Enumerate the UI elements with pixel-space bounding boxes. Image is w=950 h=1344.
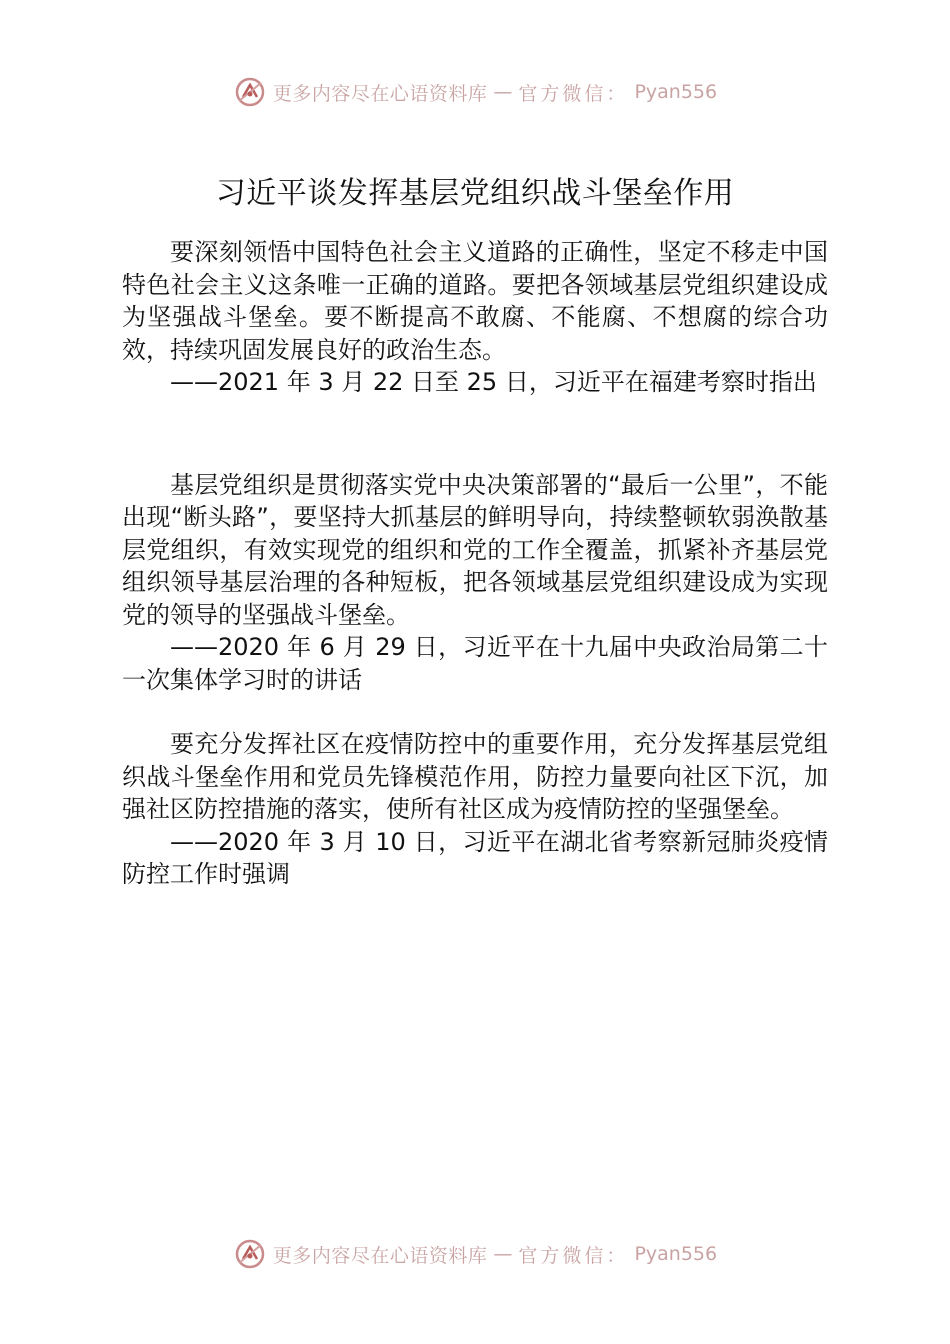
quote-text: 要充分发挥社区在疫情防控中的重要作用，充分发挥基层党组织战斗堡垒作用和党员先锋模范作用，防控力量要向社区下沉，加强社区防控措施的落实，使所有社区成为疫情防控的坚强堡垒。: [122, 730, 828, 823]
watermark-logo-icon: [233, 1237, 267, 1271]
section-gap: [122, 399, 828, 469]
watermark-separator: —: [493, 1243, 513, 1265]
watermark-separator: —: [493, 81, 513, 103]
watermark-wechat-id: Pyan556: [634, 81, 718, 103]
quote-source: ——2021 年 3 月 22 日至 25 日，习近平在福建考察时指出: [170, 368, 817, 396]
quote-source: ——2020 年 6 月 29 日，习近平在十九届中央政治局第二十一次集体学习时的讲话: [122, 633, 828, 694]
watermark-main-text: 更多内容尽在心语资料库: [272, 82, 488, 105]
section-gap: [122, 696, 828, 728]
watermark-wechat-id: Pyan556: [634, 1243, 718, 1265]
document-title: 习近平谈发挥基层党组织战斗堡垒作用: [215, 176, 735, 211]
footer-watermark: [0, 1234, 950, 1274]
document-body: [122, 236, 828, 891]
watermark-logo-icon: [233, 75, 267, 109]
quote-section: [122, 469, 828, 697]
quote-source: ——2020 年 3 月 10 日，习近平在湖北省考察新冠肺炎疫情防控工作时强调: [122, 827, 828, 888]
quote-section: [122, 236, 828, 399]
header-watermark: [0, 72, 950, 112]
watermark-wechat-label: 官方微信：: [518, 82, 629, 105]
quote-section: [122, 728, 828, 891]
watermark-main-text: 更多内容尽在心语资料库: [272, 1244, 488, 1267]
quote-text: 基层党组织是贯彻落实党中央决策部署的“最后一公里”，不能出现“断头路”，要坚持大抓基层的鲜明导向，持续整顿软弱涣散基层党组织，有效实现党的组织和党的工作全覆盖，抓紧补齐基层党组织领导基层治理的各种短板，把各领域基层党组织建设成为实现党的领导的坚强战斗堡垒。: [122, 470, 828, 629]
quote-text: 要深刻领悟中国特色社会主义道路的正确性，坚定不移走中国特色社会主义这条唯一正确的道路。要把各领域基层党组织建设成为坚强战斗堡垒。要不断提高不敢腐、不能腐、不想腐的综合功效，持续巩固发展良好的政治生态。: [122, 238, 828, 364]
watermark-wechat-label: 官方微信：: [518, 1244, 629, 1267]
